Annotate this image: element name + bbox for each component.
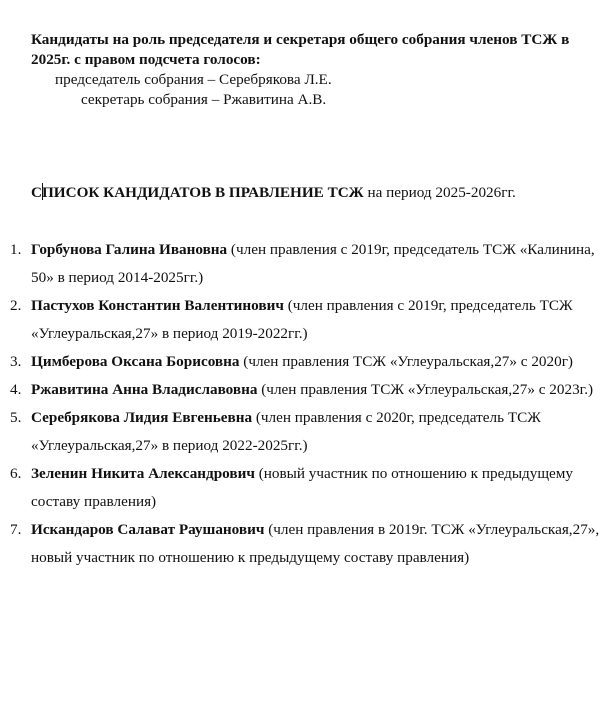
- list-item-number: 4.: [10, 381, 22, 398]
- list-title-first-letter: С: [31, 184, 42, 201]
- list-item-number: 7.: [10, 521, 22, 538]
- list-item: [0, 516, 601, 572]
- candidate-list: [0, 236, 611, 572]
- candidate-name: Искандаров Салават Раушанович: [31, 521, 265, 538]
- candidate-name: Цимберова Оксана Борисовна: [31, 353, 240, 370]
- list-title-bold: ПИСОК КАНДИДАТОВ В ПРАВЛЕНИЕ ТСЖ: [41, 184, 364, 201]
- list-item-number: 6.: [10, 465, 22, 482]
- chair-line: председатель собрания – Серебрякова Л.Е.: [55, 71, 332, 88]
- intro-block: [31, 30, 606, 110]
- list-item: [0, 376, 601, 404]
- candidate-name: Пастухов Константин Валентинович: [31, 297, 284, 314]
- list-title: [31, 183, 606, 203]
- candidate-name: Горбунова Галина Ивановна: [31, 241, 228, 258]
- candidate-name: Зеленин Никита Александрович: [31, 465, 255, 482]
- list-item-number: 1.: [10, 241, 22, 258]
- intro-heading: Кандидаты на роль председателя и секретаря общего собрания членов ТСЖ в 2025г. с правом подсчета голосов:: [31, 31, 570, 68]
- candidate-note: (член правления с 2019г, председатель ТСЖ «Углеуральская,27» в период 2019-2022гг.): [31, 297, 573, 342]
- list-item-number: 3.: [10, 353, 22, 370]
- candidate-note: (новый участник по отношению к предыдущему составу правления): [31, 465, 573, 510]
- candidate-note: (член правления в 2019г. ТСЖ «Углеуральская,27», новый участник по отношению к предыдущему составу правления): [31, 521, 600, 566]
- secretary-line: секретарь собрания – Ржавитина А.В.: [81, 91, 327, 108]
- candidate-note: (член правления ТСЖ «Углеуральская,27» с 2020г): [239, 353, 573, 370]
- list-title-period: на период 2025-2026гг.: [363, 184, 516, 201]
- list-item-number: 2.: [10, 297, 22, 314]
- candidate-note: (член правления ТСЖ «Углеуральская,27» с 2023г.): [257, 381, 594, 398]
- list-item: [0, 404, 601, 460]
- list-item: [0, 460, 601, 516]
- candidate-name: Ржавитина Анна Владиславовна: [31, 381, 258, 398]
- list-item: [0, 292, 601, 348]
- list-item-number: 5.: [10, 409, 22, 426]
- candidate-name: Серебрякова Лидия Евгеньевна: [31, 409, 253, 426]
- list-item: [0, 236, 601, 292]
- candidate-note: (член правления с 2020г, председатель ТСЖ «Углеуральская,27» в период 2022-2025гг.): [31, 409, 541, 454]
- candidate-note: (член правления с 2019г, председатель ТСЖ «Калинина, 50» в период 2014-2025гг.): [31, 241, 595, 286]
- list-item: [0, 348, 601, 376]
